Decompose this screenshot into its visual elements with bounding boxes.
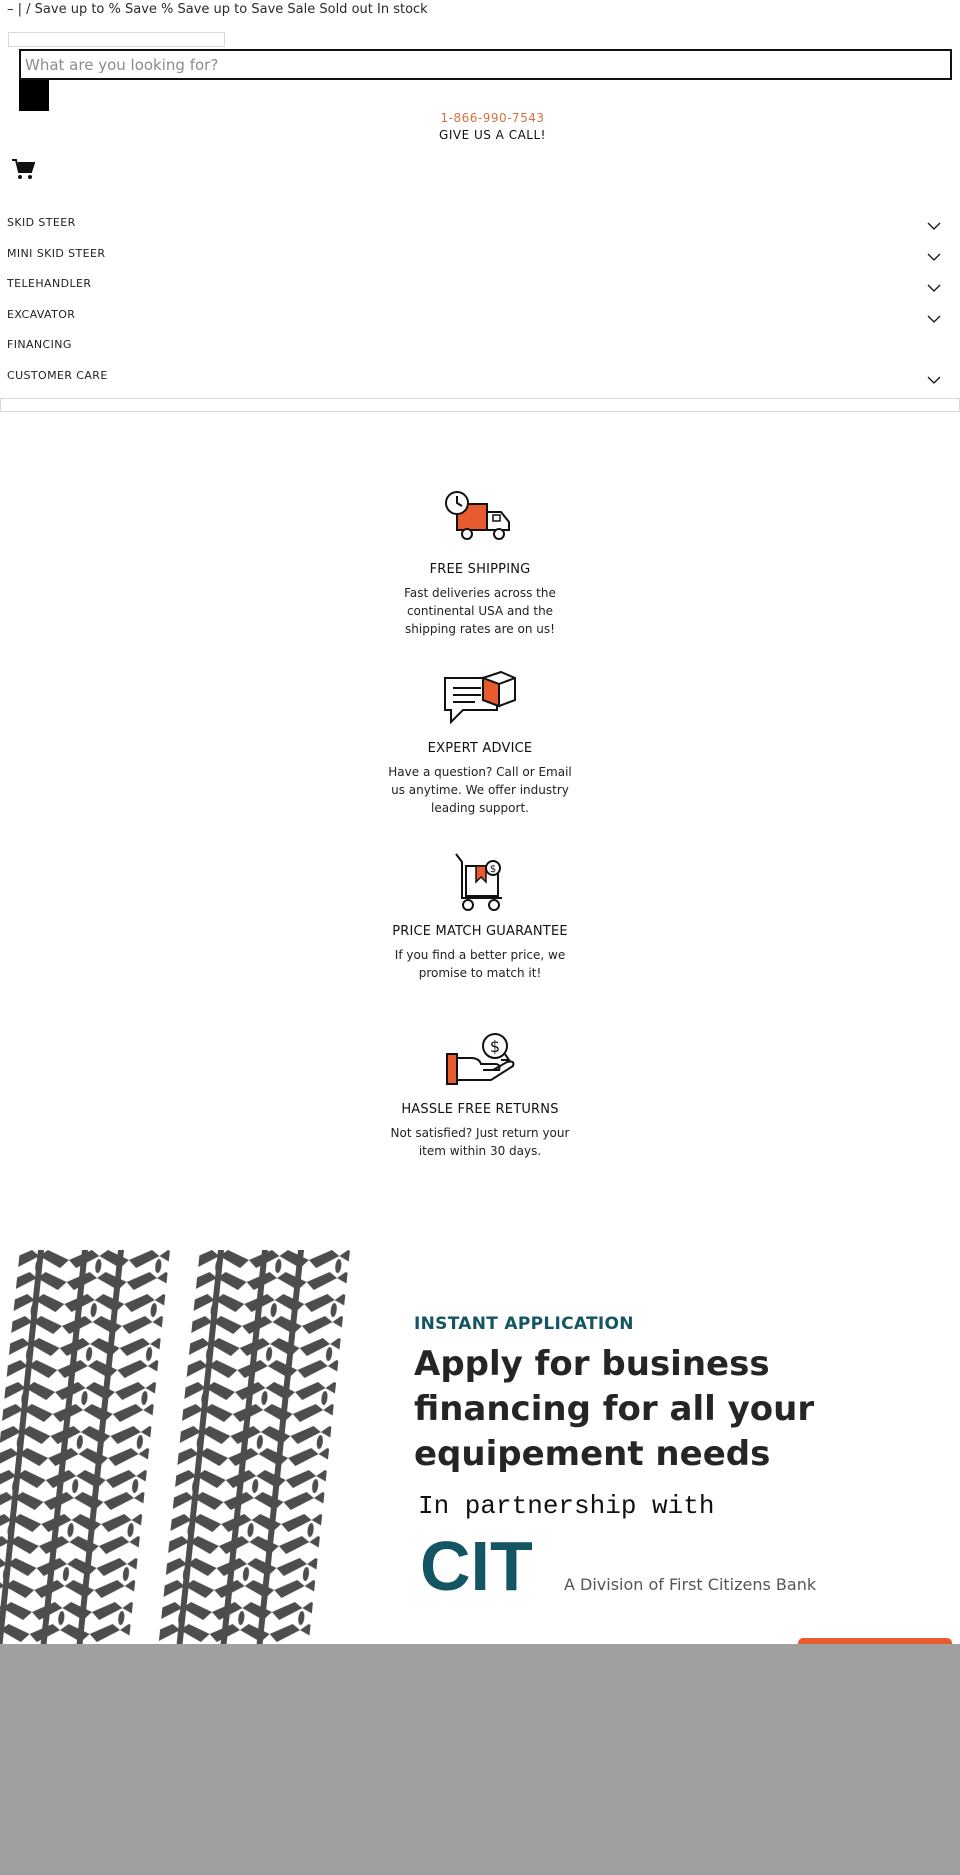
financing-headline: Apply for business financing for all your equipement needs [414,1344,815,1474]
nav-item-label: SKID STEER [7,216,76,229]
partnership-text: In partnership with [418,1491,715,1521]
feature-expert-advice [380,670,580,817]
hassle-free-returns-icon [443,1032,517,1090]
phone-number-link[interactable]: 1-866-990-7543 [440,111,545,125]
nav-item-label: MINI SKID STEER [7,247,106,260]
price-match-icon [452,852,508,912]
feature-description: Not satisfied? Just return your item within 30 days. [390,1126,570,1158]
section-divider [0,398,960,412]
chevron-down-icon[interactable] [927,284,941,293]
feature-title: FREE SHIPPING [429,562,531,577]
cit-logo [420,1530,550,1595]
shipping-truck-icon [443,490,517,546]
feature-title: HASSLE FREE RETURNS [401,1102,559,1117]
nav-item-label: EXCAVATOR [7,308,76,321]
cit-logo-text: CIT [420,1530,533,1595]
chevron-down-icon[interactable] [927,315,941,324]
nav-item-skid-steer[interactable] [0,216,960,246]
feature-title: EXPERT ADVICE [427,741,533,756]
chevron-down-icon[interactable] [927,376,941,385]
chevron-down-icon[interactable] [927,253,941,262]
feature-hassle-free-returns [380,1032,580,1160]
partner-division-text: A Division of First Citizens Bank [564,1575,817,1594]
top-announcement-text: – | / Save up to % Save % Save up to Save Sale Sold out In stock [7,2,428,17]
svg-text:$: $ [489,1037,501,1056]
nav-item-customer-care[interactable] [0,369,960,399]
nav-item-label: FINANCING [7,338,72,351]
search-input[interactable] [19,49,952,80]
nav-item-telehandler[interactable] [0,277,960,307]
svg-text:$: $ [489,864,497,875]
call-cta-text: GIVE US A CALL! [439,128,546,142]
nav-item-excavator[interactable] [0,308,960,338]
feature-description: If you find a better price, we promise to match it! [394,948,566,980]
loading-overlay [0,1644,960,1875]
expert-advice-icon [441,670,519,728]
nav-item-label: TELEHANDLER [7,277,92,290]
feature-title: PRICE MATCH GUARANTEE [392,924,568,939]
financing-eyebrow: INSTANT APPLICATION [414,1314,634,1334]
feature-price-match [380,852,580,982]
empty-placeholder-box [8,32,225,47]
nav-item-financing[interactable] [0,338,960,368]
nav-item-mini-skid-steer[interactable] [0,247,960,277]
chevron-down-icon[interactable] [927,222,941,231]
feature-free-shipping [380,490,580,638]
nav-item-label: CUSTOMER CARE [7,369,108,382]
cart-icon[interactable] [11,158,35,180]
feature-description: Have a question? Call or Email us anytime. We offer industry leading support. [388,765,572,815]
search-button[interactable] [19,80,49,111]
feature-description: Fast deliveries across the continental USA and the shipping rates are on us! [404,586,556,636]
